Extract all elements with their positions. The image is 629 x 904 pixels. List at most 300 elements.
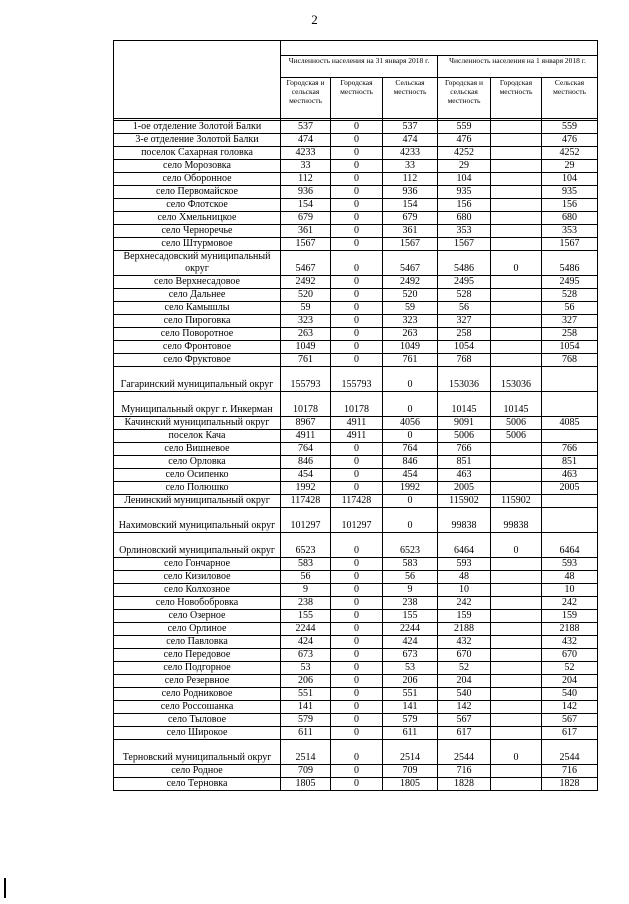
row-value-cell-f <box>542 367 598 392</box>
row-value-cell-c: 709 <box>383 765 438 778</box>
row-value-cell-d: 768 <box>438 354 491 367</box>
page-number: 2 <box>311 12 318 27</box>
row-value-cell-c: 9 <box>383 584 438 597</box>
row-value-cell-f: 680 <box>542 212 598 225</box>
row-value-cell-c: 238 <box>383 597 438 610</box>
row-value-cell-f: 670 <box>542 649 598 662</box>
row-value-cell-d: 617 <box>438 727 491 740</box>
row-value-cell-f: 104 <box>542 173 598 186</box>
row-value-cell-f: 4252 <box>542 147 598 160</box>
row-name-cell: село Подгорное <box>114 662 281 675</box>
row-name-cell: 3-е отделение Золотой Балки <box>114 134 281 147</box>
row-value-cell-e: 5006 <box>491 417 542 430</box>
row-name-cell: село Поворотное <box>114 328 281 341</box>
row-value-cell-a: 551 <box>281 688 331 701</box>
row-value-cell-a: 6523 <box>281 533 331 558</box>
row-name-cell: село Терновка <box>114 778 281 791</box>
row-value-cell-c: 155 <box>383 610 438 623</box>
row-value-cell-b: 0 <box>331 662 383 675</box>
row-value-cell-d: 48 <box>438 571 491 584</box>
row-value-cell-e <box>491 225 542 238</box>
row-value-cell-f: 559 <box>542 121 598 134</box>
row-value-cell-c: 0 <box>383 508 438 533</box>
table-row <box>114 276 598 289</box>
row-value-cell-f <box>542 430 598 443</box>
row-value-cell-a: 1992 <box>281 482 331 495</box>
row-value-cell-e <box>491 160 542 173</box>
row-name-cell: Верхнесадовский муниципальный округ <box>114 251 281 276</box>
row-value-cell-c: 2492 <box>383 276 438 289</box>
row-value-cell-e <box>491 289 542 302</box>
row-value-cell-a: 117428 <box>281 495 331 508</box>
row-value-cell-c: 846 <box>383 456 438 469</box>
row-value-cell-d: 104 <box>438 173 491 186</box>
row-value-cell-c: 141 <box>383 701 438 714</box>
table-row <box>114 456 598 469</box>
row-value-cell-d: 670 <box>438 649 491 662</box>
row-value-cell-b: 0 <box>331 276 383 289</box>
row-value-cell-d: 2005 <box>438 482 491 495</box>
row-value-cell-c: 59 <box>383 302 438 315</box>
row-value-cell-d: 258 <box>438 328 491 341</box>
row-value-cell-f: 476 <box>542 134 598 147</box>
header-rural-2018: Сельская местность <box>383 78 438 119</box>
row-value-cell-a: 9 <box>281 584 331 597</box>
row-value-cell-e <box>491 315 542 328</box>
row-value-cell-d: 593 <box>438 558 491 571</box>
row-value-cell-d: 99838 <box>438 508 491 533</box>
row-value-cell-f: 2188 <box>542 623 598 636</box>
row-value-cell-a: 5467 <box>281 251 331 276</box>
table-row <box>114 251 598 276</box>
row-value-cell-d: 935 <box>438 186 491 199</box>
table-row <box>114 727 598 740</box>
row-value-cell-f: 48 <box>542 571 598 584</box>
row-value-cell-a: 537 <box>281 121 331 134</box>
row-value-cell-b: 4911 <box>331 430 383 443</box>
row-value-cell-a: 4911 <box>281 430 331 443</box>
row-value-cell-c: 4056 <box>383 417 438 430</box>
row-name-cell: 1-ое отделение Золотой Балки <box>114 121 281 134</box>
row-name-cell: село Широкое <box>114 727 281 740</box>
row-value-cell-b: 0 <box>331 315 383 328</box>
row-value-cell-f: 6464 <box>542 533 598 558</box>
row-value-cell-e <box>491 121 542 134</box>
row-value-cell-e <box>491 571 542 584</box>
table-row <box>114 160 598 173</box>
row-value-cell-b: 0 <box>331 341 383 354</box>
row-name-cell: село Новобобровка <box>114 597 281 610</box>
row-value-cell-d: 5006 <box>438 430 491 443</box>
row-value-cell-d: 540 <box>438 688 491 701</box>
row-value-cell-a: 4233 <box>281 147 331 160</box>
row-value-cell-f: 935 <box>542 186 598 199</box>
row-value-cell-a: 155 <box>281 610 331 623</box>
row-value-cell-c: 263 <box>383 328 438 341</box>
row-name-cell: село Дальнее <box>114 289 281 302</box>
row-value-cell-b: 0 <box>331 727 383 740</box>
row-value-cell-f <box>542 508 598 533</box>
table-body <box>114 121 598 791</box>
row-value-cell-a: 424 <box>281 636 331 649</box>
row-value-cell-b: 0 <box>331 121 383 134</box>
row-value-cell-e <box>491 765 542 778</box>
row-value-cell-a: 1567 <box>281 238 331 251</box>
table-row <box>114 688 598 701</box>
row-value-cell-e <box>491 675 542 688</box>
row-value-cell-b: 0 <box>331 623 383 636</box>
header-name-cell <box>114 41 281 119</box>
row-value-cell-d: 1054 <box>438 341 491 354</box>
header-urban-2019: Городская местность <box>491 78 542 119</box>
row-value-cell-e <box>491 276 542 289</box>
row-value-cell-c: 56 <box>383 571 438 584</box>
row-value-cell-f: 851 <box>542 456 598 469</box>
row-value-cell-f: 353 <box>542 225 598 238</box>
row-value-cell-e <box>491 238 542 251</box>
table-row <box>114 636 598 649</box>
row-value-cell-f: 593 <box>542 558 598 571</box>
row-value-cell-a: 611 <box>281 727 331 740</box>
row-value-cell-a: 10178 <box>281 392 331 417</box>
row-value-cell-f: 1828 <box>542 778 598 791</box>
row-value-cell-f: 156 <box>542 199 598 212</box>
row-value-cell-c: 551 <box>383 688 438 701</box>
row-name-cell: село Колхозное <box>114 584 281 597</box>
table-row <box>114 341 598 354</box>
row-value-cell-f: 258 <box>542 328 598 341</box>
row-value-cell-f: 159 <box>542 610 598 623</box>
row-name-cell: село Пироговка <box>114 315 281 328</box>
row-value-cell-b: 0 <box>331 469 383 482</box>
table-row <box>114 121 598 134</box>
row-value-cell-c: 2514 <box>383 740 438 765</box>
row-value-cell-b: 0 <box>331 558 383 571</box>
row-name-cell: село Полюшко <box>114 482 281 495</box>
row-name-cell: село Хмельницкое <box>114 212 281 225</box>
row-name-cell: Качинский муниципальный округ <box>114 417 281 430</box>
row-name-cell: село Тыловое <box>114 714 281 727</box>
row-name-cell: Гагаринский муниципальный округ <box>114 367 281 392</box>
row-value-cell-a: 2244 <box>281 623 331 636</box>
row-value-cell-a: 2492 <box>281 276 331 289</box>
row-name-cell: село Штурмовое <box>114 238 281 251</box>
header-total-2018: Городская и сельская местность <box>281 78 331 119</box>
row-value-cell-b: 117428 <box>331 495 383 508</box>
row-value-cell-c: 323 <box>383 315 438 328</box>
row-name-cell: село Озерное <box>114 610 281 623</box>
row-value-cell-d: 567 <box>438 714 491 727</box>
row-value-cell-e: 153036 <box>491 367 542 392</box>
row-value-cell-a: 846 <box>281 456 331 469</box>
table-row <box>114 315 598 328</box>
row-value-cell-d: 9091 <box>438 417 491 430</box>
row-value-cell-e: 5006 <box>491 430 542 443</box>
row-value-cell-f: 617 <box>542 727 598 740</box>
row-value-cell-c: 2244 <box>383 623 438 636</box>
row-value-cell-a: 263 <box>281 328 331 341</box>
row-value-cell-b: 0 <box>331 649 383 662</box>
row-name-cell: Орлиновский муниципальный округ <box>114 533 281 558</box>
row-value-cell-b: 0 <box>331 533 383 558</box>
row-value-cell-f: 432 <box>542 636 598 649</box>
row-name-cell: Муниципальный округ г. Инкерман <box>114 392 281 417</box>
row-value-cell-f: 52 <box>542 662 598 675</box>
row-value-cell-d: 766 <box>438 443 491 456</box>
row-name-cell: село Родное <box>114 765 281 778</box>
row-name-cell: село Флотское <box>114 199 281 212</box>
row-value-cell-b: 0 <box>331 147 383 160</box>
row-value-cell-e <box>491 173 542 186</box>
row-value-cell-e <box>491 482 542 495</box>
row-value-cell-d: 159 <box>438 610 491 623</box>
row-value-cell-a: 53 <box>281 662 331 675</box>
row-value-cell-b: 0 <box>331 212 383 225</box>
row-value-cell-e <box>491 469 542 482</box>
row-value-cell-a: 583 <box>281 558 331 571</box>
row-value-cell-c: 761 <box>383 354 438 367</box>
row-value-cell-a: 155793 <box>281 367 331 392</box>
row-value-cell-a: 761 <box>281 354 331 367</box>
row-value-cell-e <box>491 701 542 714</box>
row-value-cell-e: 0 <box>491 533 542 558</box>
table-row <box>114 354 598 367</box>
row-value-cell-c: 361 <box>383 225 438 238</box>
table-row <box>114 199 598 212</box>
row-value-cell-d: 432 <box>438 636 491 649</box>
row-value-cell-c: 611 <box>383 727 438 740</box>
row-name-cell: село Передовое <box>114 649 281 662</box>
row-value-cell-c: 154 <box>383 199 438 212</box>
scan-edge-mark <box>4 878 6 898</box>
row-value-cell-f: 142 <box>542 701 598 714</box>
table-row <box>114 533 598 558</box>
row-value-cell-d: 353 <box>438 225 491 238</box>
table-row <box>114 367 598 392</box>
row-value-cell-d: 10 <box>438 584 491 597</box>
row-value-cell-c: 474 <box>383 134 438 147</box>
table-row <box>114 225 598 238</box>
row-value-cell-a: 33 <box>281 160 331 173</box>
row-value-cell-f: 768 <box>542 354 598 367</box>
row-value-cell-d: 327 <box>438 315 491 328</box>
row-value-cell-a: 520 <box>281 289 331 302</box>
row-value-cell-f <box>542 495 598 508</box>
row-value-cell-b: 0 <box>331 354 383 367</box>
row-value-cell-c: 5467 <box>383 251 438 276</box>
row-value-cell-f: 10 <box>542 584 598 597</box>
row-value-cell-b: 155793 <box>331 367 383 392</box>
row-value-cell-c: 764 <box>383 443 438 456</box>
row-value-cell-f: 567 <box>542 714 598 727</box>
row-value-cell-d: 52 <box>438 662 491 675</box>
row-value-cell-b: 0 <box>331 482 383 495</box>
table-row <box>114 649 598 662</box>
table-row <box>114 597 598 610</box>
row-value-cell-c: 4233 <box>383 147 438 160</box>
row-value-cell-b: 0 <box>331 714 383 727</box>
row-value-cell-b: 0 <box>331 134 383 147</box>
table-row <box>114 765 598 778</box>
table-row <box>114 701 598 714</box>
row-value-cell-b: 0 <box>331 597 383 610</box>
row-value-cell-e <box>491 302 542 315</box>
row-value-cell-d: 10145 <box>438 392 491 417</box>
row-value-cell-f: 2495 <box>542 276 598 289</box>
row-value-cell-c: 454 <box>383 469 438 482</box>
row-value-cell-d: 2544 <box>438 740 491 765</box>
row-name-cell: село Кизиловое <box>114 571 281 584</box>
row-value-cell-a: 154 <box>281 199 331 212</box>
header-group-2018: Численность населения на 31 января 2018 г. <box>281 56 438 78</box>
row-value-cell-b: 0 <box>331 765 383 778</box>
row-value-cell-c: 53 <box>383 662 438 675</box>
table-row <box>114 740 598 765</box>
row-value-cell-d: 29 <box>438 160 491 173</box>
row-value-cell-e: 115902 <box>491 495 542 508</box>
row-value-cell-b: 0 <box>331 186 383 199</box>
row-value-cell-a: 206 <box>281 675 331 688</box>
row-name-cell: село Первомайское <box>114 186 281 199</box>
header-urban-2018: Городская местность <box>331 78 383 119</box>
row-name-cell: село Верхнесадовое <box>114 276 281 289</box>
row-value-cell-e <box>491 727 542 740</box>
header-top-empty <box>281 41 598 56</box>
row-value-cell-e <box>491 199 542 212</box>
row-name-cell: село Орлиное <box>114 623 281 636</box>
row-value-cell-d: 463 <box>438 469 491 482</box>
row-value-cell-b: 0 <box>331 251 383 276</box>
row-value-cell-e <box>491 610 542 623</box>
row-value-cell-c: 936 <box>383 186 438 199</box>
row-value-cell-b: 0 <box>331 636 383 649</box>
row-value-cell-c: 0 <box>383 495 438 508</box>
row-value-cell-b: 0 <box>331 778 383 791</box>
table-row <box>114 238 598 251</box>
row-value-cell-a: 56 <box>281 571 331 584</box>
row-value-cell-c: 0 <box>383 430 438 443</box>
row-value-cell-c: 1049 <box>383 341 438 354</box>
row-value-cell-e <box>491 584 542 597</box>
row-value-cell-e <box>491 341 542 354</box>
row-value-cell-d: 204 <box>438 675 491 688</box>
row-value-cell-e <box>491 778 542 791</box>
row-value-cell-d: 115902 <box>438 495 491 508</box>
row-value-cell-e: 10145 <box>491 392 542 417</box>
row-value-cell-a: 2514 <box>281 740 331 765</box>
table-row <box>114 302 598 315</box>
row-value-cell-c: 112 <box>383 173 438 186</box>
table-row <box>114 173 598 186</box>
row-value-cell-d: 56 <box>438 302 491 315</box>
table-row <box>114 134 598 147</box>
row-value-cell-f: 2544 <box>542 740 598 765</box>
header-total-2019: Городская и сельская местность <box>438 78 491 119</box>
row-name-cell: село Морозовка <box>114 160 281 173</box>
header-top-row <box>114 41 598 56</box>
row-value-cell-b: 0 <box>331 610 383 623</box>
row-value-cell-d: 156 <box>438 199 491 212</box>
table-row <box>114 328 598 341</box>
row-value-cell-a: 1049 <box>281 341 331 354</box>
row-value-cell-c: 33 <box>383 160 438 173</box>
row-value-cell-c: 1992 <box>383 482 438 495</box>
row-value-cell-d: 2188 <box>438 623 491 636</box>
row-value-cell-b: 101297 <box>331 508 383 533</box>
table-row <box>114 443 598 456</box>
row-name-cell: село Гончарное <box>114 558 281 571</box>
row-name-cell: Ленинский муниципальный округ <box>114 495 281 508</box>
row-name-cell: село Вишневое <box>114 443 281 456</box>
table-row <box>114 714 598 727</box>
row-value-cell-b: 0 <box>331 740 383 765</box>
row-value-cell-d: 476 <box>438 134 491 147</box>
table-row <box>114 186 598 199</box>
row-value-cell-a: 361 <box>281 225 331 238</box>
row-value-cell-c: 537 <box>383 121 438 134</box>
row-value-cell-f: 1054 <box>542 341 598 354</box>
row-value-cell-a: 1805 <box>281 778 331 791</box>
row-value-cell-a: 101297 <box>281 508 331 533</box>
row-name-cell: Нахимовский муниципальный округ <box>114 508 281 533</box>
row-value-cell-a: 112 <box>281 173 331 186</box>
row-value-cell-e <box>491 456 542 469</box>
row-value-cell-d: 4252 <box>438 147 491 160</box>
row-value-cell-b: 0 <box>331 160 383 173</box>
row-value-cell-e <box>491 662 542 675</box>
row-name-cell: село Родниковое <box>114 688 281 701</box>
table-row <box>114 571 598 584</box>
row-value-cell-f: 204 <box>542 675 598 688</box>
row-value-cell-c: 206 <box>383 675 438 688</box>
row-value-cell-a: 579 <box>281 714 331 727</box>
row-value-cell-a: 709 <box>281 765 331 778</box>
row-value-cell-e <box>491 714 542 727</box>
table-row <box>114 392 598 417</box>
row-value-cell-a: 8967 <box>281 417 331 430</box>
table-row <box>114 778 598 791</box>
row-value-cell-d: 6464 <box>438 533 491 558</box>
row-value-cell-c: 679 <box>383 212 438 225</box>
header-group-2019: Численность населения на 1 января 2018 г. <box>438 56 598 78</box>
row-name-cell: село Камышлы <box>114 302 281 315</box>
row-value-cell-a: 679 <box>281 212 331 225</box>
row-value-cell-b: 0 <box>331 443 383 456</box>
row-value-cell-d: 528 <box>438 289 491 302</box>
row-name-cell: село Фронтовое <box>114 341 281 354</box>
row-value-cell-e <box>491 134 542 147</box>
table-row <box>114 417 598 430</box>
table-row <box>114 482 598 495</box>
row-value-cell-b: 10178 <box>331 392 383 417</box>
row-value-cell-d: 2495 <box>438 276 491 289</box>
row-value-cell-f: 1567 <box>542 238 598 251</box>
table-row <box>114 212 598 225</box>
table-row <box>114 508 598 533</box>
row-value-cell-b: 0 <box>331 302 383 315</box>
table-row <box>114 147 598 160</box>
table-row <box>114 289 598 302</box>
row-value-cell-e <box>491 354 542 367</box>
row-name-cell: поселок Сахарная головка <box>114 147 281 160</box>
row-value-cell-b: 0 <box>331 225 383 238</box>
row-value-cell-b: 0 <box>331 328 383 341</box>
row-value-cell-f: 56 <box>542 302 598 315</box>
row-name-cell: село Орловка <box>114 456 281 469</box>
table-row <box>114 469 598 482</box>
row-value-cell-a: 474 <box>281 134 331 147</box>
row-value-cell-e <box>491 147 542 160</box>
